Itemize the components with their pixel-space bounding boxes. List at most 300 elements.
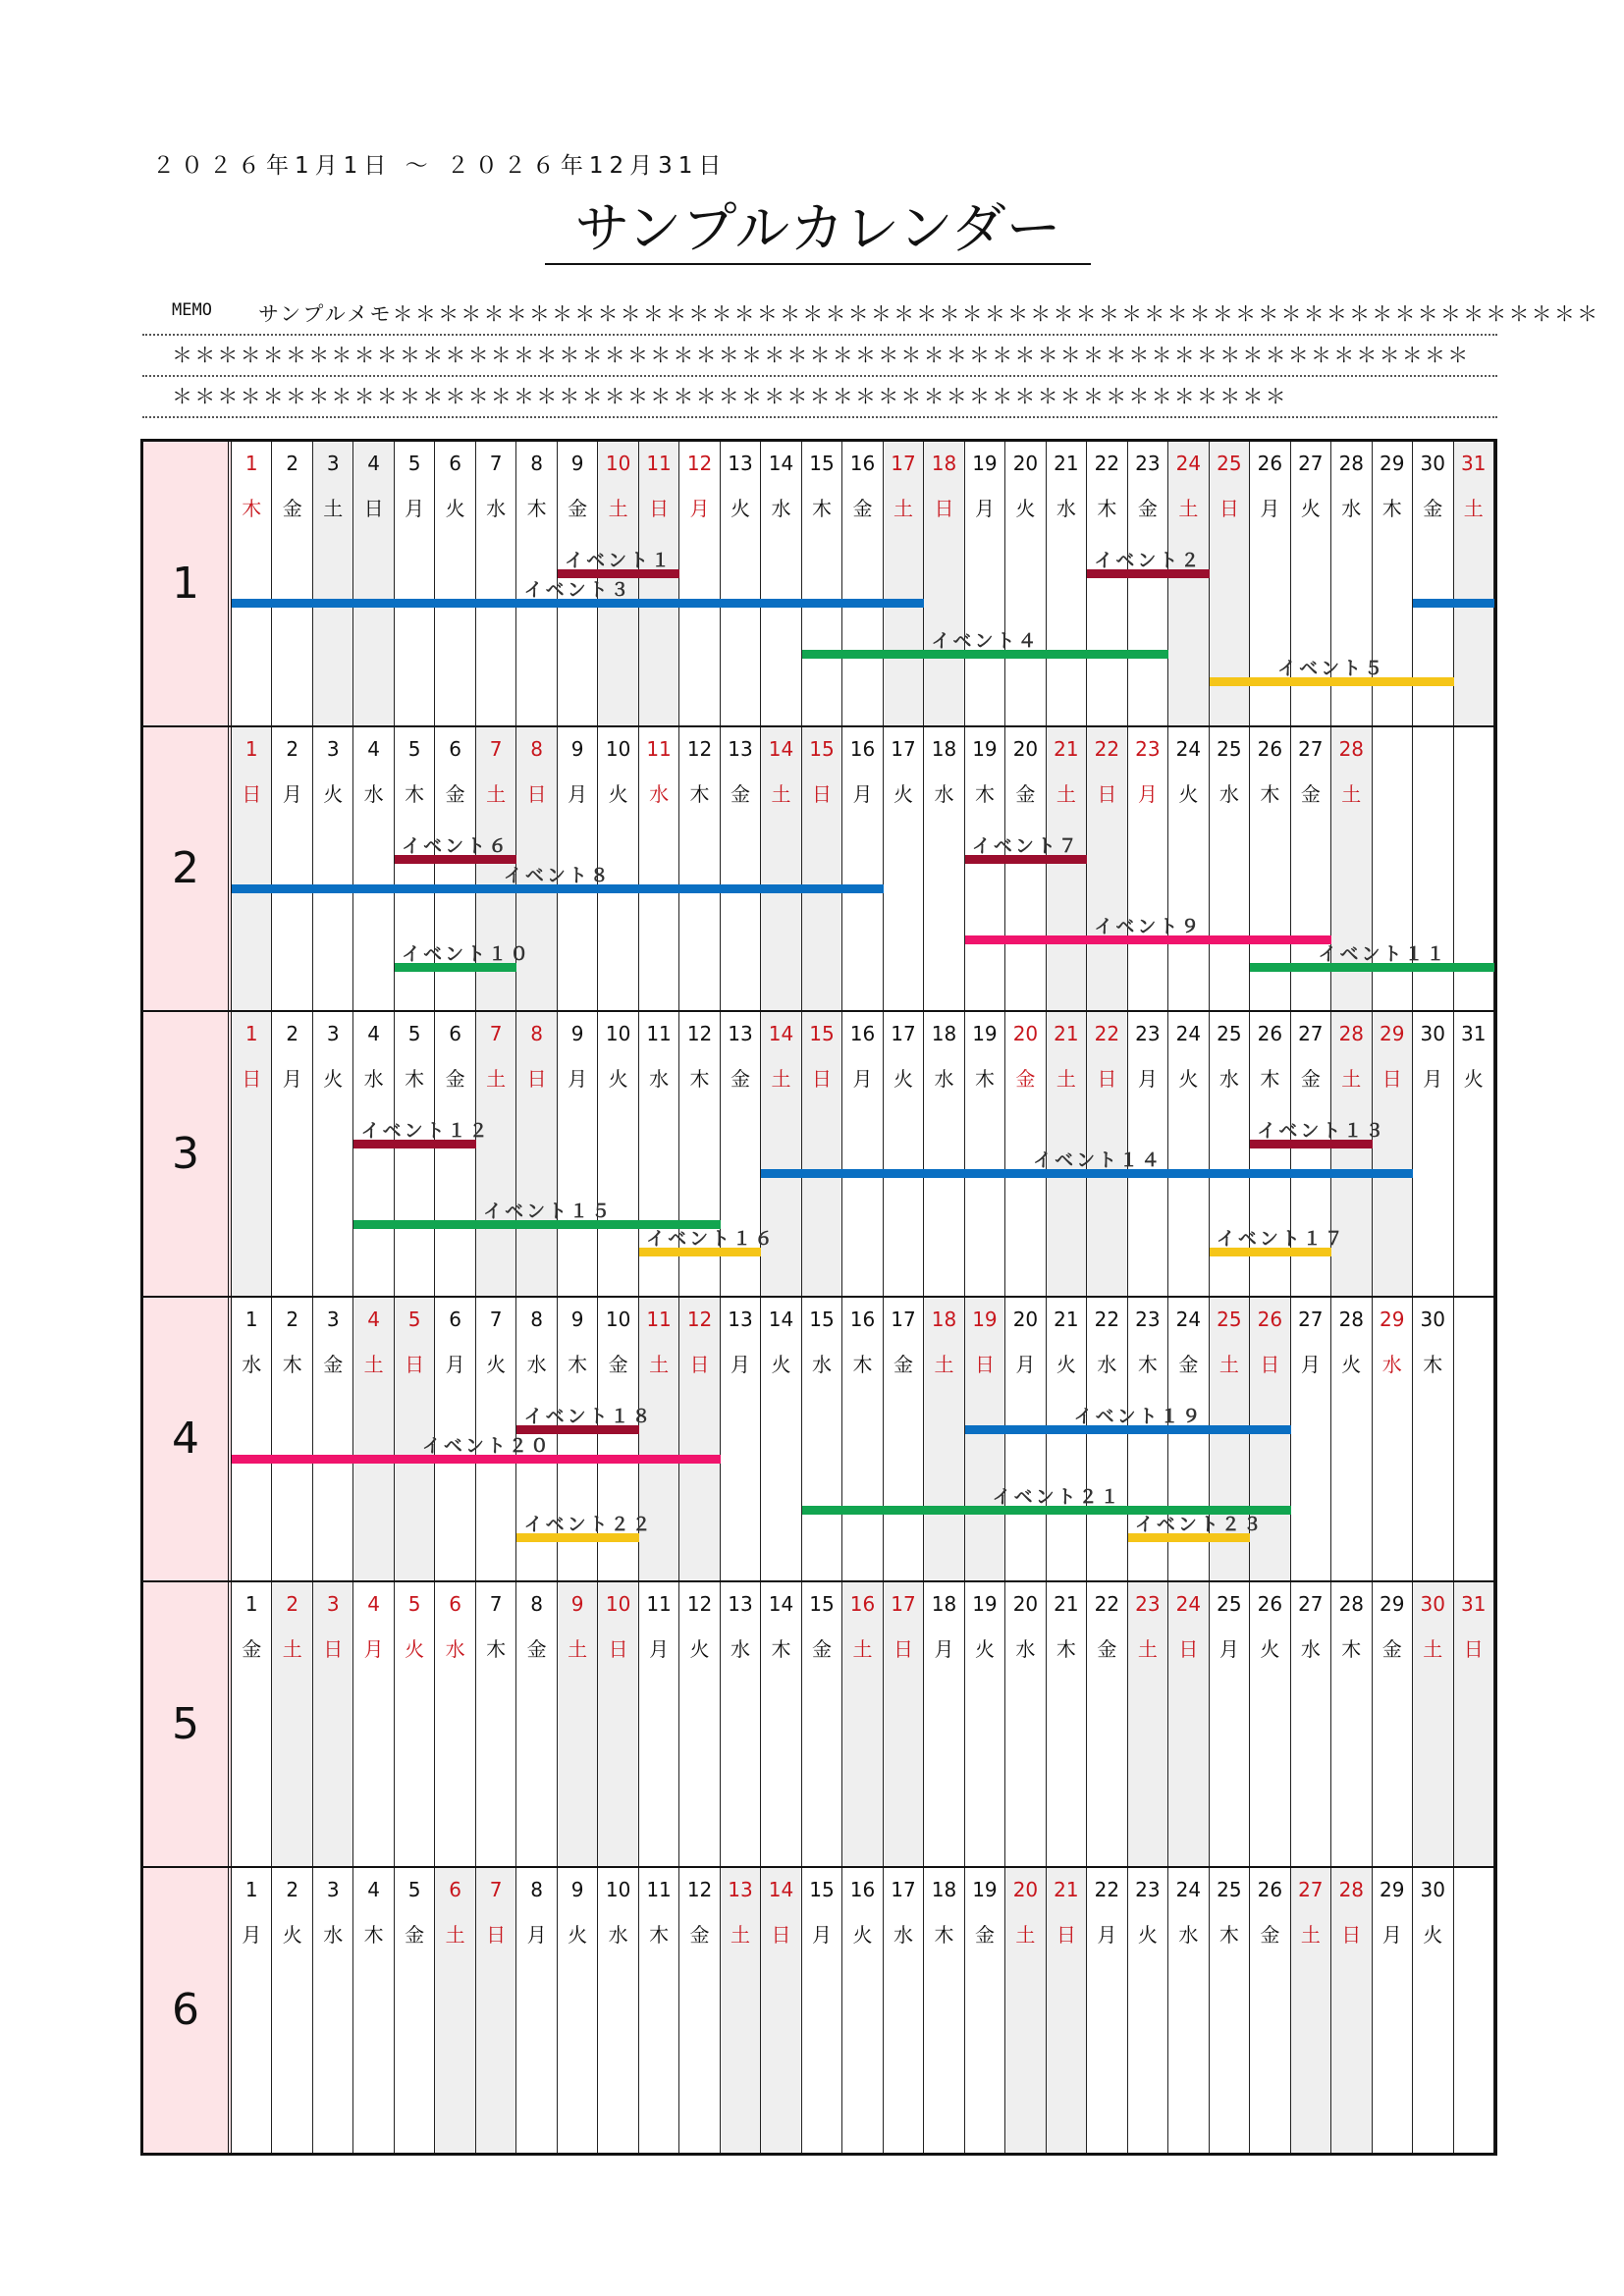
- day-number: 26: [1257, 1592, 1283, 1616]
- day-number: 28: [1338, 1592, 1365, 1616]
- day-cell: [802, 1298, 842, 1581]
- day-cell: [884, 727, 924, 1011]
- day-cell: [476, 1868, 516, 2154]
- day-cell: [1168, 1582, 1209, 1866]
- day-cell: [761, 1298, 801, 1581]
- day-number: 13: [728, 452, 753, 475]
- day-number: 23: [1135, 1877, 1161, 1901]
- day-cell: [272, 1012, 312, 1296]
- day-number: 12: [686, 1877, 713, 1901]
- day-cell: [598, 1582, 638, 1866]
- day-cell: [1373, 1298, 1413, 1581]
- day-weekday: 日: [974, 1352, 995, 1376]
- day-number: 10: [605, 1022, 631, 1045]
- day-number: 8: [530, 452, 543, 475]
- day-weekday: 水: [731, 1637, 751, 1661]
- day-number: 9: [570, 452, 584, 475]
- day-cell: [761, 442, 801, 725]
- day-weekday: 金: [731, 781, 751, 806]
- day-number: 5: [407, 1022, 421, 1045]
- day-number: 16: [849, 1592, 876, 1616]
- day-number: 20: [1012, 736, 1039, 761]
- day-number: 25: [1217, 1022, 1242, 1045]
- day-weekday: 火: [1300, 497, 1321, 520]
- event-label: イベント１６: [646, 1228, 777, 1250]
- day-weekday: 木: [771, 1637, 791, 1661]
- day-weekday: 月: [282, 781, 302, 806]
- day-cell: [1331, 1582, 1372, 1866]
- day-cell: [1291, 1298, 1331, 1581]
- day-weekday: 月: [974, 497, 995, 520]
- day-number: 22: [1094, 1022, 1120, 1045]
- day-number: 30: [1420, 1307, 1445, 1331]
- day-weekday: 月: [731, 1352, 751, 1376]
- day-weekday: 木: [1218, 1922, 1239, 1947]
- day-cell: [272, 1298, 312, 1581]
- day-cell: [761, 1582, 801, 1866]
- day-number: 20: [1012, 1877, 1039, 1901]
- day-weekday: 火: [852, 1922, 873, 1947]
- day-weekday: 火: [323, 1067, 344, 1091]
- day-number: 3: [326, 1877, 340, 1901]
- day-number: 15: [809, 452, 835, 475]
- day-weekday: 木: [974, 1067, 995, 1091]
- day-cell: [476, 442, 516, 725]
- day-cell: [842, 1298, 883, 1581]
- day-number: 30: [1420, 1022, 1445, 1045]
- day-weekday: 土: [934, 1352, 954, 1376]
- day-number: 3: [326, 1022, 340, 1045]
- day-weekday: 火: [608, 781, 628, 806]
- day-weekday: 木: [1097, 497, 1117, 520]
- day-cell: [639, 1582, 679, 1866]
- day-cell: [313, 1868, 353, 2154]
- day-cell: [395, 1582, 435, 1866]
- day-cell: [1047, 1868, 1087, 2154]
- day-weekday: 金: [689, 1922, 710, 1947]
- day-weekday: 火: [405, 1637, 425, 1661]
- day-cell: [721, 1868, 761, 2154]
- day-weekday: 日: [1178, 1637, 1199, 1661]
- day-number: 29: [1380, 1022, 1405, 1045]
- day-weekday: 月: [363, 1637, 384, 1661]
- day-cell: [1087, 1868, 1127, 2154]
- day-weekday: 水: [649, 781, 670, 806]
- day-number: 5: [407, 452, 421, 475]
- day-cell: [761, 727, 801, 1011]
- day-weekday: 日: [812, 781, 832, 806]
- day-cell: [558, 1012, 598, 1296]
- day-number: 9: [570, 1307, 584, 1331]
- day-number: 23: [1135, 1022, 1161, 1045]
- day-cell: [395, 1012, 435, 1296]
- day-number: 26: [1257, 1307, 1283, 1331]
- day-number: 7: [489, 452, 503, 475]
- day-weekday: 土: [568, 1637, 588, 1661]
- day-weekday: 金: [812, 1637, 832, 1661]
- event-label: イベント１１: [1318, 942, 1448, 965]
- day-weekday: 火: [893, 1067, 913, 1091]
- day-cell: [313, 1582, 353, 1866]
- day-number: 20: [1012, 1592, 1039, 1616]
- day-weekday: 火: [1260, 1637, 1280, 1661]
- day-cell: [802, 727, 842, 1011]
- day-number: 12: [686, 1592, 713, 1616]
- day-cell: [1331, 1298, 1372, 1581]
- day-weekday: 日: [363, 497, 384, 520]
- day-weekday: 水: [1218, 781, 1239, 806]
- day-cell: [1413, 1868, 1453, 2154]
- day-weekday: 日: [934, 497, 954, 520]
- day-weekday: 土: [1423, 1637, 1443, 1661]
- day-number: 22: [1094, 736, 1120, 761]
- day-number: 30: [1420, 1877, 1445, 1901]
- day-cell: [1047, 1298, 1087, 1581]
- day-cell: [721, 727, 761, 1011]
- day-weekday: 木: [242, 497, 262, 520]
- day-cell: [232, 1012, 272, 1296]
- day-cell: [435, 1868, 475, 2154]
- day-weekday: 木: [689, 1067, 710, 1091]
- event-label: イベント２２: [523, 1513, 654, 1535]
- day-weekday: 木: [405, 781, 425, 806]
- day-weekday: 土: [1218, 1352, 1239, 1376]
- day-number: 6: [449, 452, 461, 475]
- day-cell: [679, 727, 720, 1011]
- event-label: イベント１５: [483, 1201, 614, 1222]
- day-number: 10: [605, 1592, 631, 1616]
- day-cell: [1413, 1582, 1453, 1866]
- day-cell: [639, 1868, 679, 2154]
- day-weekday: 月: [568, 1067, 588, 1091]
- day-weekday: 木: [934, 1922, 954, 1947]
- day-number: 14: [768, 1022, 794, 1045]
- day-number: 2: [286, 452, 299, 475]
- day-weekday: 火: [1423, 1922, 1443, 1947]
- day-weekday: 火: [486, 1352, 507, 1376]
- day-number: 16: [849, 1307, 876, 1331]
- day-weekday: 金: [1260, 1922, 1280, 1947]
- day-number: 15: [809, 1592, 835, 1616]
- day-cell: [1454, 1868, 1494, 2154]
- day-cell: [639, 1298, 679, 1581]
- day-weekday: 土: [1463, 497, 1484, 520]
- day-number: 18: [931, 1022, 957, 1045]
- day-cell: [639, 727, 679, 1011]
- day-number: 21: [1054, 736, 1079, 761]
- day-number: 30: [1420, 1592, 1445, 1616]
- day-cell: [1250, 1582, 1290, 1866]
- day-cell: [1128, 727, 1168, 1011]
- day-cell: [1373, 1012, 1413, 1296]
- day-cell: [924, 727, 964, 1011]
- day-weekday: 土: [771, 1067, 791, 1091]
- day-weekday: 木: [689, 781, 710, 806]
- day-cell: [1250, 1298, 1290, 1581]
- day-number: 9: [570, 1592, 584, 1616]
- day-weekday: 金: [893, 1352, 913, 1376]
- day-weekday: 月: [445, 1352, 465, 1376]
- month-label: 3: [143, 1012, 232, 1296]
- day-weekday: 土: [1341, 781, 1362, 806]
- day-cell: [313, 727, 353, 1011]
- day-number: 19: [972, 736, 998, 761]
- day-number: 8: [530, 1592, 543, 1616]
- month-row: [143, 442, 1494, 727]
- day-cell: [516, 1582, 557, 1866]
- event-label: イベント１７: [1216, 1228, 1346, 1250]
- day-number: 4: [367, 452, 381, 475]
- day-cell: [516, 1868, 557, 2154]
- event-label: イベント３: [523, 579, 632, 601]
- day-number: 25: [1217, 452, 1242, 475]
- day-number: 21: [1054, 1877, 1079, 1901]
- event-label: イベント４: [931, 630, 1040, 652]
- day-weekday: 日: [1056, 1922, 1076, 1947]
- day-weekday: 水: [363, 781, 384, 806]
- memo-label: MEMO: [172, 300, 212, 320]
- day-cell: [924, 442, 964, 725]
- day-weekday: 月: [282, 1067, 302, 1091]
- day-number: 7: [489, 1307, 503, 1331]
- day-weekday: 水: [526, 1352, 547, 1376]
- day-number: 16: [849, 1877, 876, 1901]
- day-weekday: 日: [1097, 1067, 1117, 1091]
- day-cell: [1005, 1868, 1046, 2154]
- day-weekday: 日: [526, 781, 547, 806]
- day-number: 5: [407, 1592, 421, 1616]
- day-cell: [1087, 1582, 1127, 1866]
- day-number: 13: [728, 736, 753, 761]
- day-weekday: 日: [1381, 1067, 1402, 1091]
- event-bar[interactable]: [1413, 599, 1494, 608]
- event-label: イベント１４: [1033, 1149, 1164, 1171]
- day-weekday: 火: [1015, 497, 1036, 520]
- day-cell: [842, 442, 883, 725]
- event-label: イベント１８: [523, 1405, 654, 1427]
- day-cell: [842, 1582, 883, 1866]
- day-weekday: 日: [689, 1352, 710, 1376]
- day-weekday: 金: [323, 1352, 344, 1376]
- day-cell: [353, 442, 394, 725]
- day-number: 2: [286, 1307, 299, 1331]
- day-weekday: 火: [893, 781, 913, 806]
- day-weekday: 水: [323, 1922, 344, 1947]
- day-weekday: 金: [1137, 497, 1158, 520]
- day-weekday: 土: [363, 1352, 384, 1376]
- day-weekday: 水: [608, 1922, 628, 1947]
- day-number: 16: [849, 452, 876, 475]
- day-weekday: 火: [608, 1067, 628, 1091]
- day-weekday: 土: [1056, 781, 1076, 806]
- day-number: 19: [972, 1877, 998, 1901]
- day-cell: [721, 1582, 761, 1866]
- day-number: 12: [686, 1022, 713, 1045]
- day-cell: [313, 442, 353, 725]
- day-cell: [1210, 1868, 1250, 2154]
- day-number: 13: [728, 1877, 753, 1901]
- day-weekday: 月: [1137, 1067, 1158, 1091]
- day-number: 26: [1257, 1022, 1283, 1045]
- memo-text: ＊＊＊＊＊＊＊＊＊＊＊＊＊＊＊＊＊＊＊＊＊＊＊＊＊＊＊＊＊＊＊＊＊＊＊＊＊＊＊＊＊＊＊＊＊＊＊＊＊: [172, 385, 1288, 408]
- day-cell: [1291, 1868, 1331, 2154]
- day-weekday: 月: [1260, 497, 1280, 520]
- day-weekday: 金: [445, 1067, 465, 1091]
- day-number: 24: [1175, 1592, 1202, 1616]
- day-number: 18: [931, 736, 957, 761]
- day-number: 8: [530, 736, 543, 761]
- day-cell: [1005, 1582, 1046, 1866]
- day-cell: [272, 1582, 312, 1866]
- day-weekday: 月: [1137, 781, 1158, 806]
- day-number: 21: [1054, 1307, 1079, 1331]
- day-number: 2: [286, 1592, 299, 1616]
- day-weekday: 木: [812, 497, 832, 520]
- memo-text: ＊＊＊＊＊＊＊＊＊＊＊＊＊＊＊＊＊＊＊＊＊＊＊＊＊＊＊＊＊＊＊＊＊＊＊＊＊＊＊＊＊＊＊＊＊＊＊＊＊＊＊＊＊＊＊＊＊: [172, 344, 1471, 367]
- day-cell: [516, 1012, 557, 1296]
- day-weekday: 日: [893, 1637, 913, 1661]
- day-weekday: 水: [812, 1352, 832, 1376]
- day-cell: [639, 442, 679, 725]
- day-weekday: 土: [771, 781, 791, 806]
- day-number: 23: [1135, 1592, 1161, 1616]
- day-weekday: 火: [282, 1922, 302, 1947]
- day-cell: [558, 1868, 598, 2154]
- day-number: 16: [849, 1022, 876, 1045]
- day-cell: [884, 1868, 924, 2154]
- day-number: 24: [1175, 1022, 1202, 1045]
- day-cell: [232, 1298, 272, 1581]
- memo-section: [142, 294, 1600, 418]
- event-label: イベント２３: [1134, 1513, 1265, 1535]
- day-cell: [924, 1868, 964, 2154]
- day-cell: [884, 1582, 924, 1866]
- day-weekday: 金: [1178, 1352, 1199, 1376]
- day-number: 1: [244, 736, 258, 761]
- day-number: 13: [728, 1592, 753, 1616]
- day-cell: [924, 1012, 964, 1296]
- event-label: イベント１３: [1257, 1120, 1387, 1142]
- day-cell: [884, 442, 924, 725]
- day-number: 11: [646, 1307, 672, 1331]
- day-number: 10: [605, 452, 631, 475]
- day-weekday: 月: [852, 1067, 873, 1091]
- event-label: イベント９: [1094, 915, 1203, 937]
- day-weekday: 金: [852, 497, 873, 520]
- day-weekday: 水: [1381, 1352, 1402, 1376]
- day-weekday: 金: [445, 781, 465, 806]
- day-cell: [965, 1868, 1005, 2154]
- day-number: 21: [1054, 1592, 1079, 1616]
- day-cell: [232, 442, 272, 725]
- day-weekday: 土: [1137, 1637, 1158, 1661]
- day-number: 13: [728, 1022, 753, 1045]
- day-number: 27: [1298, 1877, 1324, 1901]
- day-weekday: 土: [323, 497, 344, 520]
- day-cell: [1454, 1582, 1494, 1866]
- day-weekday: 木: [363, 1922, 384, 1947]
- day-number: 2: [286, 1877, 299, 1901]
- day-number: 14: [768, 1877, 794, 1901]
- event-label: イベント２１: [992, 1485, 1122, 1508]
- day-number: 11: [646, 1877, 672, 1901]
- day-number: 23: [1135, 452, 1161, 475]
- day-cell: [965, 1012, 1005, 1296]
- event-label: イベント６: [402, 834, 511, 857]
- day-weekday: 水: [1015, 1637, 1036, 1661]
- day-number: 24: [1175, 1877, 1202, 1901]
- day-number: 4: [367, 1592, 381, 1616]
- day-weekday: 月: [526, 1922, 547, 1947]
- day-weekday: 月: [1097, 1922, 1117, 1947]
- day-cell: [395, 442, 435, 725]
- month-row: [143, 727, 1494, 1013]
- day-cell: [435, 1582, 475, 1866]
- day-weekday: 日: [405, 1352, 425, 1376]
- day-weekday: 木: [1137, 1352, 1158, 1376]
- day-weekday: 月: [812, 1922, 832, 1947]
- day-weekday: 月: [242, 1922, 262, 1947]
- day-cell: [272, 1868, 312, 2154]
- day-cell: [1128, 442, 1168, 725]
- day-weekday: 木: [649, 1922, 670, 1947]
- day-number: 31: [1461, 1022, 1487, 1045]
- day-cell: [1005, 1298, 1046, 1581]
- day-number: 11: [646, 1592, 672, 1616]
- day-cell: [598, 1868, 638, 2154]
- day-number: 15: [809, 1877, 835, 1901]
- day-number: 28: [1338, 452, 1365, 475]
- day-number: 29: [1380, 452, 1405, 475]
- day-weekday: 月: [1015, 1352, 1036, 1376]
- day-cell: [802, 1868, 842, 2154]
- day-cell: [1250, 1868, 1290, 2154]
- day-number: 19: [972, 452, 998, 475]
- memo-line: [142, 377, 1497, 418]
- day-number: 9: [570, 1877, 584, 1901]
- day-weekday: 木: [526, 497, 547, 520]
- day-cell: [1128, 1868, 1168, 2154]
- day-weekday: 土: [893, 497, 913, 520]
- day-cell: [761, 1012, 801, 1296]
- event-label: イベント１: [565, 550, 674, 571]
- calendar-grid: [140, 439, 1497, 2156]
- day-cell: [272, 442, 312, 725]
- day-cell: [1291, 1582, 1331, 1866]
- day-cell: [679, 1868, 720, 2154]
- day-cell: [1413, 1012, 1453, 1296]
- event-label: イベント２: [1094, 550, 1203, 571]
- day-cell: [1373, 1582, 1413, 1866]
- day-cell: [679, 442, 720, 725]
- day-cell: [1005, 727, 1046, 1011]
- day-number: 10: [605, 736, 631, 761]
- day-number: 8: [530, 1877, 543, 1901]
- month-row: [143, 1012, 1494, 1298]
- day-number: 19: [972, 1022, 998, 1045]
- day-weekday: 月: [649, 1637, 670, 1661]
- day-weekday: 土: [486, 781, 507, 806]
- day-cell: [679, 1298, 720, 1581]
- day-number: 28: [1338, 1307, 1365, 1331]
- day-cell: [435, 442, 475, 725]
- day-weekday: 月: [405, 497, 425, 520]
- day-cell: [1168, 1012, 1209, 1296]
- day-number: 17: [891, 1022, 916, 1045]
- day-cell: [353, 1582, 394, 1866]
- day-number: 12: [686, 736, 713, 761]
- day-weekday: 日: [526, 1067, 547, 1091]
